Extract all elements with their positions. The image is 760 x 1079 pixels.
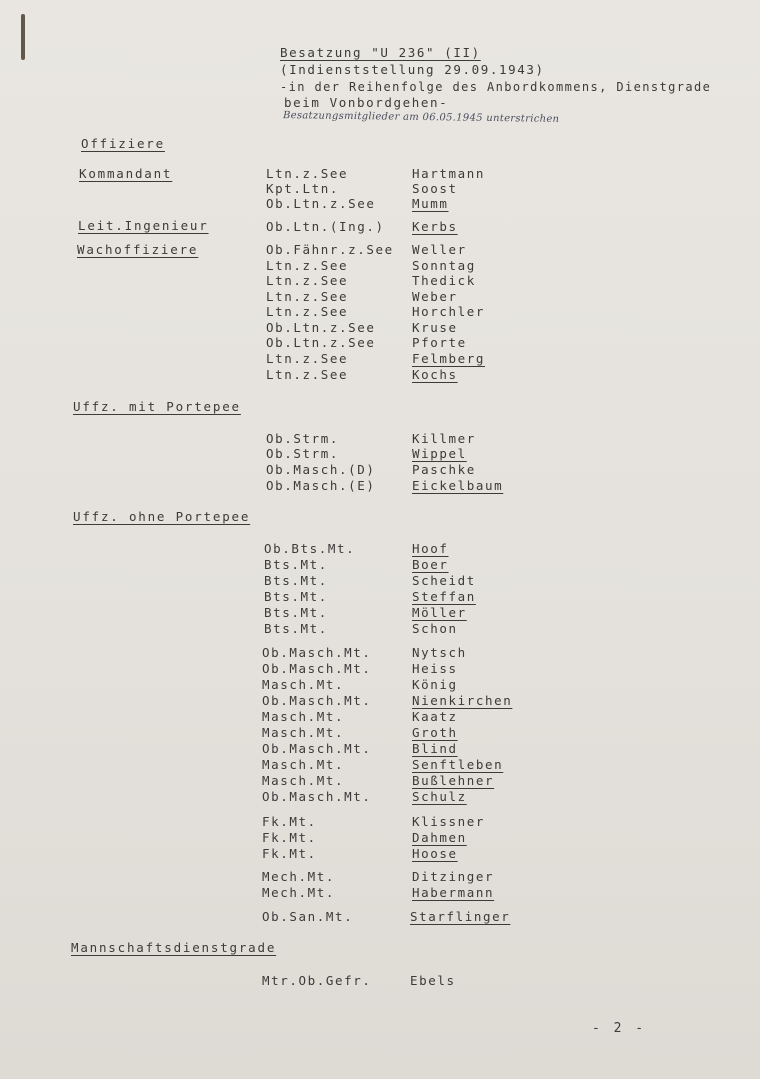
crew-rank: Ob.Strm. — [266, 446, 340, 461]
heading-mannschaftsdienstgrade: Mannschaftsdienstgrade — [71, 940, 277, 955]
crew-name: Heiss — [412, 661, 458, 676]
heading-uffz-mit-portepee: Uffz. mit Portepee — [73, 399, 241, 414]
crew-name: Horchler — [412, 304, 486, 319]
crew-name: Kaatz — [412, 709, 458, 724]
crew-rank: Ob.San.Mt. — [262, 909, 354, 924]
crew-name: Nytsch — [412, 645, 467, 660]
crew-rank: Fk.Mt. — [262, 846, 317, 861]
crew-name: Weller — [412, 242, 467, 257]
crew-name: Dahmen — [412, 830, 467, 845]
crew-rank: Ltn.z.See — [266, 273, 349, 288]
crew-rank: Ob.Bts.Mt. — [264, 541, 356, 556]
crew-name: Nienkirchen — [412, 693, 513, 708]
crew-rank: Bts.Mt. — [264, 557, 328, 572]
crew-rank: Mtr.Ob.Gefr. — [262, 973, 372, 988]
crew-name: Schulz — [412, 789, 467, 804]
crew-rank: Ob.Masch.Mt. — [262, 693, 372, 708]
crew-rank: Ob.Strm. — [266, 431, 340, 446]
crew-rank: Ob.Masch.Mt. — [262, 789, 372, 804]
crew-name: Ebels — [410, 973, 456, 988]
crew-name: Kochs — [412, 367, 458, 382]
crew-name: Habermann — [412, 885, 495, 900]
crew-rank: Ltn.z.See — [266, 289, 349, 304]
crew-rank: Masch.Mt. — [262, 725, 345, 740]
order-note-line: -in der Reihenfolge des Anbordkommens, Dienstgrade — [280, 80, 712, 94]
page-number: - 2 - — [592, 1021, 647, 1036]
commission-date-line: (Indienststellung 29.09.1943) — [280, 62, 545, 77]
crew-name: Soost — [412, 181, 458, 196]
heading-offiziere: Offiziere — [81, 136, 165, 151]
crew-rank: Masch.Mt. — [262, 677, 345, 692]
crew-name: Senftleben — [412, 757, 504, 772]
crew-rank: Ob.Masch.Mt. — [262, 645, 372, 660]
crew-rank: Masch.Mt. — [262, 773, 345, 788]
crew-name: Möller — [412, 605, 467, 620]
crew-name: Hoose — [412, 846, 458, 861]
crew-name: Blind — [412, 741, 458, 756]
heading-kommandant: Kommandant — [79, 166, 173, 181]
heading-wachoffiziere: Wachoffiziere — [77, 242, 199, 257]
crew-name: Killmer — [412, 431, 476, 446]
crew-name: Eickelbaum — [412, 478, 504, 493]
crew-name: Boer — [412, 557, 449, 572]
crew-rank: Bts.Mt. — [264, 573, 328, 588]
crew-rank: Masch.Mt. — [262, 709, 345, 724]
order-note-line-2: beim Vonbordgehen- — [284, 95, 449, 110]
crew-name: Felmberg — [412, 351, 486, 366]
crew-rank: Bts.Mt. — [264, 589, 328, 604]
crew-rank: Ltn.z.See — [266, 351, 349, 366]
crew-name: Starflinger — [410, 909, 511, 924]
crew-rank: Fk.Mt. — [262, 814, 317, 829]
crew-rank: Ob.Masch.Mt. — [262, 741, 372, 756]
crew-rank: Kpt.Ltn. — [266, 181, 340, 196]
crew-rank: Ob.Ltn.z.See — [266, 335, 376, 350]
crew-rank: Mech.Mt. — [262, 869, 336, 884]
handwritten-note: Besatzungsmitglieder am 06.05.1945 unterstrichen — [282, 110, 560, 125]
crew-name: Scheidt — [412, 573, 476, 588]
crew-rank: Masch.Mt. — [262, 757, 345, 772]
crew-name: Hoof — [412, 541, 449, 556]
crew-name: Weber — [412, 289, 458, 304]
crew-name: Sonntag — [412, 258, 476, 273]
crew-rank: Ob.Ltn.z.See — [266, 320, 376, 335]
crew-name: Hartmann — [412, 166, 486, 181]
crew-name: Paschke — [412, 462, 476, 477]
crew-name: Groth — [412, 725, 458, 740]
heading-leit-ingenieur: Leit.Ingenieur — [78, 218, 209, 233]
crew-name: Kerbs — [412, 219, 458, 234]
crew-name: Kruse — [412, 320, 458, 335]
crew-rank: Ob.Ltn.z.See — [266, 196, 376, 211]
crew-rank: Ob.Ltn.(Ing.) — [266, 219, 385, 234]
crew-rank: Ob.Masch.(D) — [266, 462, 376, 477]
crew-rank: Fk.Mt. — [262, 830, 317, 845]
heading-uffz-ohne-portepee: Uffz. ohne Portepee — [73, 509, 251, 524]
crew-name: Wippel — [412, 446, 467, 461]
crew-rank: Bts.Mt. — [264, 621, 328, 636]
crew-rank: Bts.Mt. — [264, 605, 328, 620]
crew-name: König — [412, 677, 458, 692]
crew-name: Steffan — [412, 589, 476, 604]
crew-rank: Mech.Mt. — [262, 885, 336, 900]
crew-rank: Ltn.z.See — [266, 258, 349, 273]
crew-rank: Ltn.z.See — [266, 304, 349, 319]
document-title: Besatzung "U 236" (II) — [280, 45, 481, 60]
crew-name: Bußlehner — [412, 773, 495, 788]
crew-name: Pforte — [412, 335, 467, 350]
crew-name: Schon — [412, 621, 458, 636]
punch-mark — [21, 14, 25, 60]
crew-name: Klissner — [412, 814, 486, 829]
crew-rank: Ltn.z.See — [266, 367, 349, 382]
crew-name: Thedick — [412, 273, 476, 288]
crew-rank: Ob.Masch.Mt. — [262, 661, 372, 676]
crew-name: Ditzinger — [412, 869, 495, 884]
crew-name: Mumm — [412, 196, 449, 211]
crew-rank: Ob.Fähnr.z.See — [266, 242, 394, 257]
crew-rank: Ob.Masch.(E) — [266, 478, 376, 493]
crew-rank: Ltn.z.See — [266, 166, 349, 181]
